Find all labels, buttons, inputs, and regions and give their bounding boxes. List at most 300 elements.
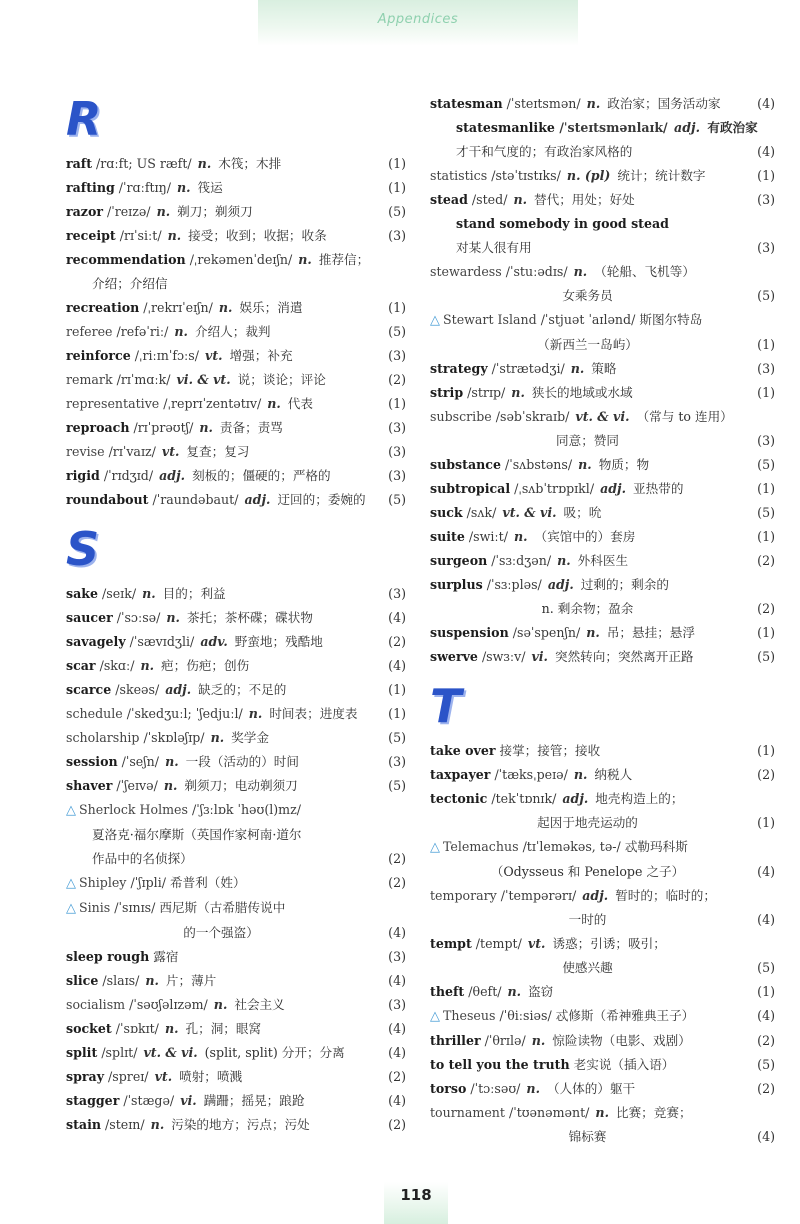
entry-phonetic: /ˈrɪdʒɪd/ — [103, 468, 154, 483]
entry-headword: Sherlock Holmes — [79, 802, 188, 817]
entry-unit: (3) — [388, 949, 406, 964]
entry-headword: sake — [66, 586, 98, 601]
entry-definition: 露宿 — [153, 949, 179, 964]
entry-definition: 诱惑；引诱；吸引； — [552, 936, 666, 951]
entry-definition: 盗窃 — [528, 984, 554, 999]
entry-definition: 蹒跚；摇晃；踉跄 — [203, 1093, 305, 1108]
entry-headword: torso — [430, 1081, 467, 1096]
triangle-marker-icon: △ — [430, 840, 440, 855]
dictionary-entry — [430, 477, 775, 501]
entry-phonetic: /swɜːv/ — [481, 649, 526, 664]
entry-definition: 介绍人；裁判 — [194, 324, 271, 339]
entry-definition: （人体的）躯干 — [546, 1081, 636, 1096]
entry-continuation-text: 才干和气度的；有政治家风格的 — [456, 144, 633, 159]
entry-unit: (3) — [388, 420, 406, 435]
entry-definition: 外科医生 — [577, 553, 629, 568]
dictionary-entry — [430, 763, 775, 787]
dictionary-entry — [430, 621, 775, 645]
entry-unit: (1) — [757, 481, 775, 496]
entry-part-of-speech: n. — [167, 228, 182, 243]
entry-definition: 娱乐；消遣 — [239, 300, 303, 315]
entry-headword: rafting — [66, 180, 115, 195]
entry-definition: 推荐信； — [318, 252, 370, 267]
entry-headword: saucer — [66, 610, 113, 625]
entry-part-of-speech: n. — [298, 252, 312, 267]
entry-definition: 忒勒玛科斯 — [624, 839, 688, 854]
entry-headword: tectonic — [430, 791, 488, 806]
entry-headword: stand somebody in good stead — [456, 216, 669, 231]
entry-unit: (5) — [388, 324, 406, 339]
entry-unit: (2) — [757, 553, 775, 568]
entry-part-of-speech: n. — [142, 586, 156, 601]
entry-headword: socialism — [66, 997, 126, 1012]
entry-definition: 策略 — [591, 361, 617, 376]
entry-headword: taxpayer — [430, 767, 491, 782]
entry-headword: strategy — [430, 361, 488, 376]
dictionary-entry — [66, 1113, 406, 1137]
entry-part-of-speech: n. — [267, 396, 281, 411]
entry-phonetic: /rɪˈprəʊtʃ/ — [133, 420, 194, 435]
entry-part-of-speech: adj. — [547, 577, 574, 592]
entry-unit: (4) — [757, 1129, 775, 1144]
entry-definition: 一段（活动的）时间 — [185, 754, 299, 769]
entry-unit: (5) — [388, 204, 406, 219]
right-column — [430, 92, 775, 1149]
dictionary-entry — [66, 488, 406, 512]
header-band — [258, 0, 578, 46]
entry-definition: 时间表；进度表 — [269, 706, 358, 721]
entry-part-of-speech: n. — [513, 192, 527, 207]
entry-part-of-speech: n. — [573, 264, 588, 279]
entry-phonetic: /skɑː/ — [99, 658, 135, 673]
entry-headword: stagger — [66, 1093, 120, 1108]
entry-part-of-speech: n. — [573, 767, 588, 782]
dictionary-entry — [430, 549, 775, 573]
entry-definition: 希普利（姓） — [169, 875, 246, 890]
entry-part-of-speech: n. — [164, 1021, 179, 1036]
dictionary-entry — [66, 392, 406, 416]
entry-part-of-speech: n. — [213, 997, 228, 1012]
entry-continuation — [66, 847, 406, 871]
entry-part-of-speech: vt. & vi. — [143, 1045, 198, 1060]
entry-phonetic: /tɪˈleməkəs, tə-/ — [522, 839, 621, 854]
entry-continuation-text: 起因于地壳运动的 — [537, 815, 638, 830]
entry-unit: (3) — [388, 754, 406, 769]
entry-definition: （宾馆中的）套房 — [534, 529, 636, 544]
entry-part-of-speech: vt. — [205, 348, 223, 363]
entry-continuation — [430, 908, 775, 932]
triangle-marker-icon: △ — [430, 313, 440, 328]
entry-phonetic: /θeft/ — [468, 984, 502, 999]
entry-phonetic: /ˈstrætədʒi/ — [491, 361, 565, 376]
entry-unit: (1) — [757, 625, 775, 640]
entry-headword: suite — [430, 529, 465, 544]
entry-part-of-speech: vt. — [154, 1069, 173, 1084]
entry-unit: (4) — [388, 1021, 406, 1036]
entry-phonetic: /ˈsɒkɪt/ — [115, 1021, 159, 1036]
entry-continuation-text: 使感兴趣 — [562, 960, 613, 975]
dictionary-entry — [66, 1089, 406, 1113]
entry-definition: 木筏；木排 — [218, 156, 282, 171]
entry-part-of-speech: vt. — [161, 444, 180, 459]
entry-phonetic: /ˌrekrɪˈeɪʃn/ — [143, 300, 213, 315]
entry-headword: session — [66, 754, 118, 769]
dictionary-entry — [66, 774, 406, 798]
entry-definition: 狭长的地域或水域 — [531, 385, 633, 400]
entry-headword: statesman — [430, 96, 503, 111]
entry-definition: 代表 — [287, 396, 313, 411]
entry-phonetic: /ˌsʌbˈtrɒpɪkl/ — [514, 481, 595, 496]
entry-part-of-speech: n. — [526, 1081, 540, 1096]
entry-phonetic: /səbˈskraɪb/ — [495, 409, 570, 424]
entry-part-of-speech: vi. — [531, 649, 548, 664]
entry-part-of-speech: n. — [570, 361, 585, 376]
entry-phonetic: /ˈstægə/ — [123, 1093, 175, 1108]
entry-part-of-speech: n. — [586, 96, 601, 111]
entry-unit: (2) — [757, 601, 775, 616]
entry-headword: rigid — [66, 468, 100, 483]
section-r-list — [66, 152, 406, 512]
entry-definition: 迂回的；委婉的 — [277, 492, 366, 507]
entry-phonetic: /ˈsævɪdʒli/ — [129, 634, 195, 649]
entry-continuation-text: 锦标赛 — [568, 1129, 607, 1144]
triangle-marker-icon: △ — [66, 876, 76, 891]
entry-continuation — [430, 333, 775, 357]
entry-continuation: 介绍；介绍信 — [92, 276, 168, 291]
entry-phonetic: /rɪˈvaɪz/ — [108, 444, 156, 459]
entry-headword: stewardess — [430, 264, 502, 279]
entry-headword: socket — [66, 1021, 112, 1036]
entry-headword: suspension — [430, 625, 509, 640]
entry-unit: (5) — [757, 649, 775, 664]
entry-part-of-speech: adj. — [600, 481, 627, 496]
entry-definition: 接掌；接管；接收 — [499, 743, 601, 758]
entry-part-of-speech: n. — [150, 1117, 165, 1132]
dictionary-entry — [66, 416, 406, 440]
entry-definition: 刻板的；僵硬的；严格的 — [192, 468, 331, 483]
entry-unit: (1) — [388, 300, 406, 315]
entry-continuation — [430, 1125, 775, 1149]
dictionary-entry — [66, 678, 406, 702]
dictionary-entry — [66, 440, 406, 464]
entry-part-of-speech: n. — [578, 457, 592, 472]
entry-definition: 吊；悬挂；悬浮 — [606, 625, 695, 640]
entry-phonetic: /steɪn/ — [105, 1117, 145, 1132]
entry-phonetic: /ˈraundəbaut/ — [152, 492, 239, 507]
entry-part-of-speech: adj. — [562, 791, 589, 806]
dictionary-entry — [430, 1077, 775, 1101]
entry-unit: (2) — [388, 372, 406, 387]
entry-continuation — [430, 597, 775, 621]
dictionary-entry — [66, 945, 406, 969]
entry-unit: (3) — [388, 228, 406, 243]
entry-unit: (4) — [388, 1045, 406, 1060]
entry-unit: (4) — [757, 144, 775, 159]
entry-unit: (3) — [757, 240, 775, 255]
entry-unit: (1) — [757, 529, 775, 544]
dictionary-entry — [66, 726, 406, 750]
entry-unit: (3) — [388, 586, 406, 601]
dictionary-entry — [66, 368, 406, 392]
entry-continuation — [430, 811, 775, 835]
dictionary-entry — [66, 993, 406, 1017]
dictionary-entry — [66, 1041, 406, 1065]
entry-part-of-speech: vi. — [180, 1093, 197, 1108]
entry-phonetic: /ˈseʃn/ — [121, 754, 160, 769]
entry-phonetic: /ˈskɒləʃɪp/ — [143, 730, 205, 745]
entry-unit: (1) — [757, 385, 775, 400]
entry-unit: (5) — [757, 1057, 775, 1072]
entry-phonetic: /ˈʃeɪvə/ — [116, 778, 158, 793]
entry-unit: (4) — [388, 610, 406, 625]
dictionary-entry — [66, 750, 406, 774]
entry-continuation — [430, 284, 775, 308]
section-letter-r: R — [66, 92, 102, 146]
dictionary-entry — [66, 344, 406, 368]
entry-continuation-text: n. 剩余物；盈余 — [541, 601, 634, 616]
dictionary-entry — [66, 296, 406, 320]
entry-definition: 惊险读物（电影、戏剧） — [552, 1033, 691, 1048]
entry-phonetic: /slaɪs/ — [102, 973, 140, 988]
entry-continuation-text: 一时的 — [568, 912, 607, 927]
entry-definition: 过剩的；剩余的 — [580, 577, 669, 592]
entry-continuation-text: 女乘务员 — [562, 288, 613, 303]
dictionary-entry — [430, 164, 775, 188]
dictionary-entry — [66, 654, 406, 678]
entry-phonetic: /ˈrɑːftɪŋ/ — [118, 180, 171, 195]
entry-unit: (5) — [757, 505, 775, 520]
entry-headword: razor — [66, 204, 103, 219]
entry-unit: (5) — [757, 960, 775, 975]
entry-headword: slice — [66, 973, 99, 988]
entry-part-of-speech: adj. — [674, 120, 700, 135]
entry-headword: Shipley — [79, 875, 127, 890]
entry-definition: 统计；统计数字 — [617, 168, 706, 183]
entry-phonetic: /ˈʃɜːlɒk ˈhəʊ(l)mz/ — [191, 802, 301, 817]
entry-definition: 说；谈论；评论 — [237, 372, 326, 387]
entry-headword: receipt — [66, 228, 116, 243]
entry-continuation-text: （新西兰一岛屿） — [537, 337, 638, 352]
entry-phonetic: /ˈʃɪpli/ — [130, 875, 166, 890]
entry-phonetic: /ˈθiːsiəs/ — [499, 1008, 552, 1023]
entry-headword: split — [66, 1045, 98, 1060]
entry-headword: sleep rough — [66, 949, 150, 964]
entry-phonetic: /ˈsɔːsə/ — [116, 610, 161, 625]
entry-part-of-speech: n. — [145, 973, 159, 988]
entry-unit: (4) — [388, 925, 406, 940]
entry-phonetic: /ˈskedʒuːl; ˈʃedjuːl/ — [126, 706, 243, 721]
dictionary-entry — [430, 884, 775, 908]
dictionary-entry — [66, 1017, 406, 1041]
dictionary-entry — [430, 980, 775, 1004]
dictionary-entry — [430, 357, 775, 381]
entry-part-of-speech: adv. — [200, 634, 228, 649]
entry-unit: (2) — [757, 767, 775, 782]
entry-continuation — [430, 429, 775, 453]
entry-continuation — [430, 956, 775, 980]
page-number: 118 — [400, 1186, 432, 1204]
entry-unit: (4) — [757, 96, 775, 111]
entry-phonetic: /refəˈriː/ — [116, 324, 169, 339]
entry-part-of-speech: n. — [197, 156, 212, 171]
entry-part-of-speech: n. — [531, 1033, 546, 1048]
dictionary-entry — [430, 573, 775, 597]
entry-headword: savagely — [66, 634, 126, 649]
entry-unit: (5) — [757, 457, 775, 472]
entry-phonetic: /ˌrekəmenˈdeɪʃn/ — [189, 252, 293, 267]
entry-unit: (3) — [388, 997, 406, 1012]
entry-headword: tempt — [430, 936, 472, 951]
entry-phonetic: /ˈtɔːsəʊ/ — [470, 1081, 521, 1096]
section-letter-s: S — [66, 522, 100, 576]
entry-definition: 增强；补充 — [229, 348, 293, 363]
entry-phonetic: /ˌreprɪˈzentətɪv/ — [163, 396, 262, 411]
entry-headword: spray — [66, 1069, 105, 1084]
entry-unit: (2) — [388, 1069, 406, 1084]
entry-headword: remark — [66, 372, 113, 387]
entry-headword: theft — [430, 984, 465, 999]
entry-headword: surplus — [430, 577, 483, 592]
entry-phonetic: /skeəs/ — [115, 682, 160, 697]
entry-part-of-speech: n. — [210, 730, 225, 745]
dictionary-entry — [66, 702, 406, 726]
entry-headword: schedule — [66, 706, 123, 721]
entry-unit: (4) — [757, 1008, 775, 1023]
entry-unit: (5) — [757, 288, 775, 303]
entry-unit: (3) — [757, 361, 775, 376]
dictionary-entry — [430, 381, 775, 405]
entry-headword: subscribe — [430, 409, 492, 424]
entry-definition: 纳税人 — [594, 767, 633, 782]
entry-definition: 地壳构造上的； — [595, 791, 684, 806]
entry-phonetic: /ˌriːɪnˈfɔːs/ — [134, 348, 200, 363]
running-title: Appendices — [377, 12, 459, 27]
entry-phonetic: /ˈtæksˌpeɪə/ — [494, 767, 568, 782]
entry-phonetic: /rɪˈsiːt/ — [119, 228, 162, 243]
entry-unit: (1) — [757, 168, 775, 183]
entry-phonetic: /ˈsɪnɪs/ — [114, 900, 156, 915]
dictionary-entry — [66, 606, 406, 630]
entry-definition: 替代；用处；好处 — [534, 192, 635, 207]
dictionary-entry — [66, 1065, 406, 1089]
entry-unit: (2) — [388, 1117, 406, 1132]
entry-headword: Sinis — [79, 900, 111, 915]
entry-part-of-speech: vi. & vt. — [176, 372, 231, 387]
dictionary-entry — [430, 212, 775, 236]
entry-headword: scarce — [66, 682, 112, 697]
entry-continuation — [430, 140, 775, 164]
entry-unit: (2) — [388, 875, 406, 890]
entry-definition: 片；薄片 — [165, 973, 217, 988]
entry-part-of-speech: n. (pl) — [566, 168, 611, 183]
triangle-marker-icon: △ — [66, 803, 76, 818]
dictionary-entry — [66, 871, 406, 896]
entry-definition: 疤；伤疤；创伤 — [161, 658, 250, 673]
dictionary-entry — [66, 798, 406, 823]
entry-part-of-speech: n. — [176, 180, 191, 195]
entry-part-of-speech: n. — [595, 1105, 609, 1120]
entry-unit: (3) — [388, 348, 406, 363]
entry-part-of-speech: n. — [248, 706, 263, 721]
dictionary-entry — [430, 188, 775, 212]
entry-phonetic: /tempt/ — [475, 936, 522, 951]
triangle-marker-icon: △ — [430, 1009, 440, 1024]
entry-part-of-speech: adj. — [582, 888, 609, 903]
dictionary-entry — [430, 453, 775, 477]
section-letter-t: T — [430, 679, 462, 733]
entry-headword: statesmanlike — [456, 120, 555, 135]
entry-phonetic: /rɑːft; US ræft/ — [96, 156, 192, 171]
entry-part-of-speech: n. — [165, 754, 179, 769]
entry-definition: 剃须刀；电动剃须刀 — [184, 778, 298, 793]
entry-headword: take over — [430, 743, 496, 758]
dictionary-entry — [66, 969, 406, 993]
entry-headword: stead — [430, 192, 468, 207]
entry-phonetic: /strɪp/ — [467, 385, 506, 400]
entry-continuation-text: 的一个强盗） — [183, 925, 259, 940]
entry-headword: substance — [430, 457, 501, 472]
entry-headword: surgeon — [430, 553, 488, 568]
entry-phonetic: /ˈreɪzə/ — [107, 204, 151, 219]
entry-phonetic: /ˈstjuət ˈaɪlənd/ — [540, 312, 636, 327]
entry-phonetic: /ˈsɜːpləs/ — [486, 577, 542, 592]
entry-unit: (3) — [388, 444, 406, 459]
entry-phonetic: /ˈsəʊʃəlɪzəm/ — [129, 997, 208, 1012]
triangle-marker-icon: △ — [66, 901, 76, 916]
entry-headword: statistics — [430, 168, 488, 183]
entry-definition: 社会主义 — [234, 997, 285, 1012]
entry-unit: (3) — [388, 468, 406, 483]
dictionary-entry — [66, 582, 406, 606]
entry-unit: (1) — [388, 396, 406, 411]
entry-headword: revise — [66, 444, 105, 459]
dictionary-entry — [66, 248, 406, 272]
entry-definition: 奖学金 — [231, 730, 269, 745]
entry-continuation: 夏洛克·福尔摩斯（英国作家柯南·道尔 — [92, 827, 302, 842]
entry-unit: (2) — [388, 634, 406, 649]
entry-continuation — [430, 860, 775, 884]
entry-definition: 茶托；茶杯碟；碟状物 — [186, 610, 313, 625]
entry-unit: (3) — [757, 192, 775, 207]
entry-unit: (5) — [388, 730, 406, 745]
entry-headword: reinforce — [66, 348, 131, 363]
entry-continuation-text: 对某人很有用 — [456, 240, 532, 255]
entry-definition: 突然转向；突然离开正路 — [554, 649, 694, 664]
entry-headword: strip — [430, 385, 464, 400]
entry-phonetic: /ˈsɜːdʒən/ — [491, 553, 552, 568]
section-s-list — [66, 582, 406, 1137]
entry-definition: 有政治家 — [707, 120, 758, 135]
entry-part-of-speech: n. — [557, 553, 571, 568]
entry-definition: 污染的地方；污点；污处 — [171, 1117, 310, 1132]
entry-headword: Telemachus — [443, 839, 519, 854]
entry-definition: 西尼斯（古希腊传说中 — [159, 900, 286, 915]
dictionary-entry — [66, 176, 406, 200]
entry-definition: 暂时的；临时的； — [615, 888, 716, 903]
entry-part-of-speech: vt. — [527, 936, 546, 951]
dictionary-entry — [430, 645, 775, 669]
entry-headword: thriller — [430, 1033, 481, 1048]
entry-unit: (1) — [388, 180, 406, 195]
entry-definition: 老实说（插入语） — [573, 1057, 675, 1072]
entry-unit: (5) — [388, 492, 406, 507]
entry-part-of-speech: n. — [586, 625, 600, 640]
entry-headword: scholarship — [66, 730, 140, 745]
entry-unit: (4) — [388, 658, 406, 673]
entry-part-of-speech: n. — [511, 385, 525, 400]
entry-headword: suck — [430, 505, 463, 520]
entry-unit: (1) — [388, 682, 406, 697]
